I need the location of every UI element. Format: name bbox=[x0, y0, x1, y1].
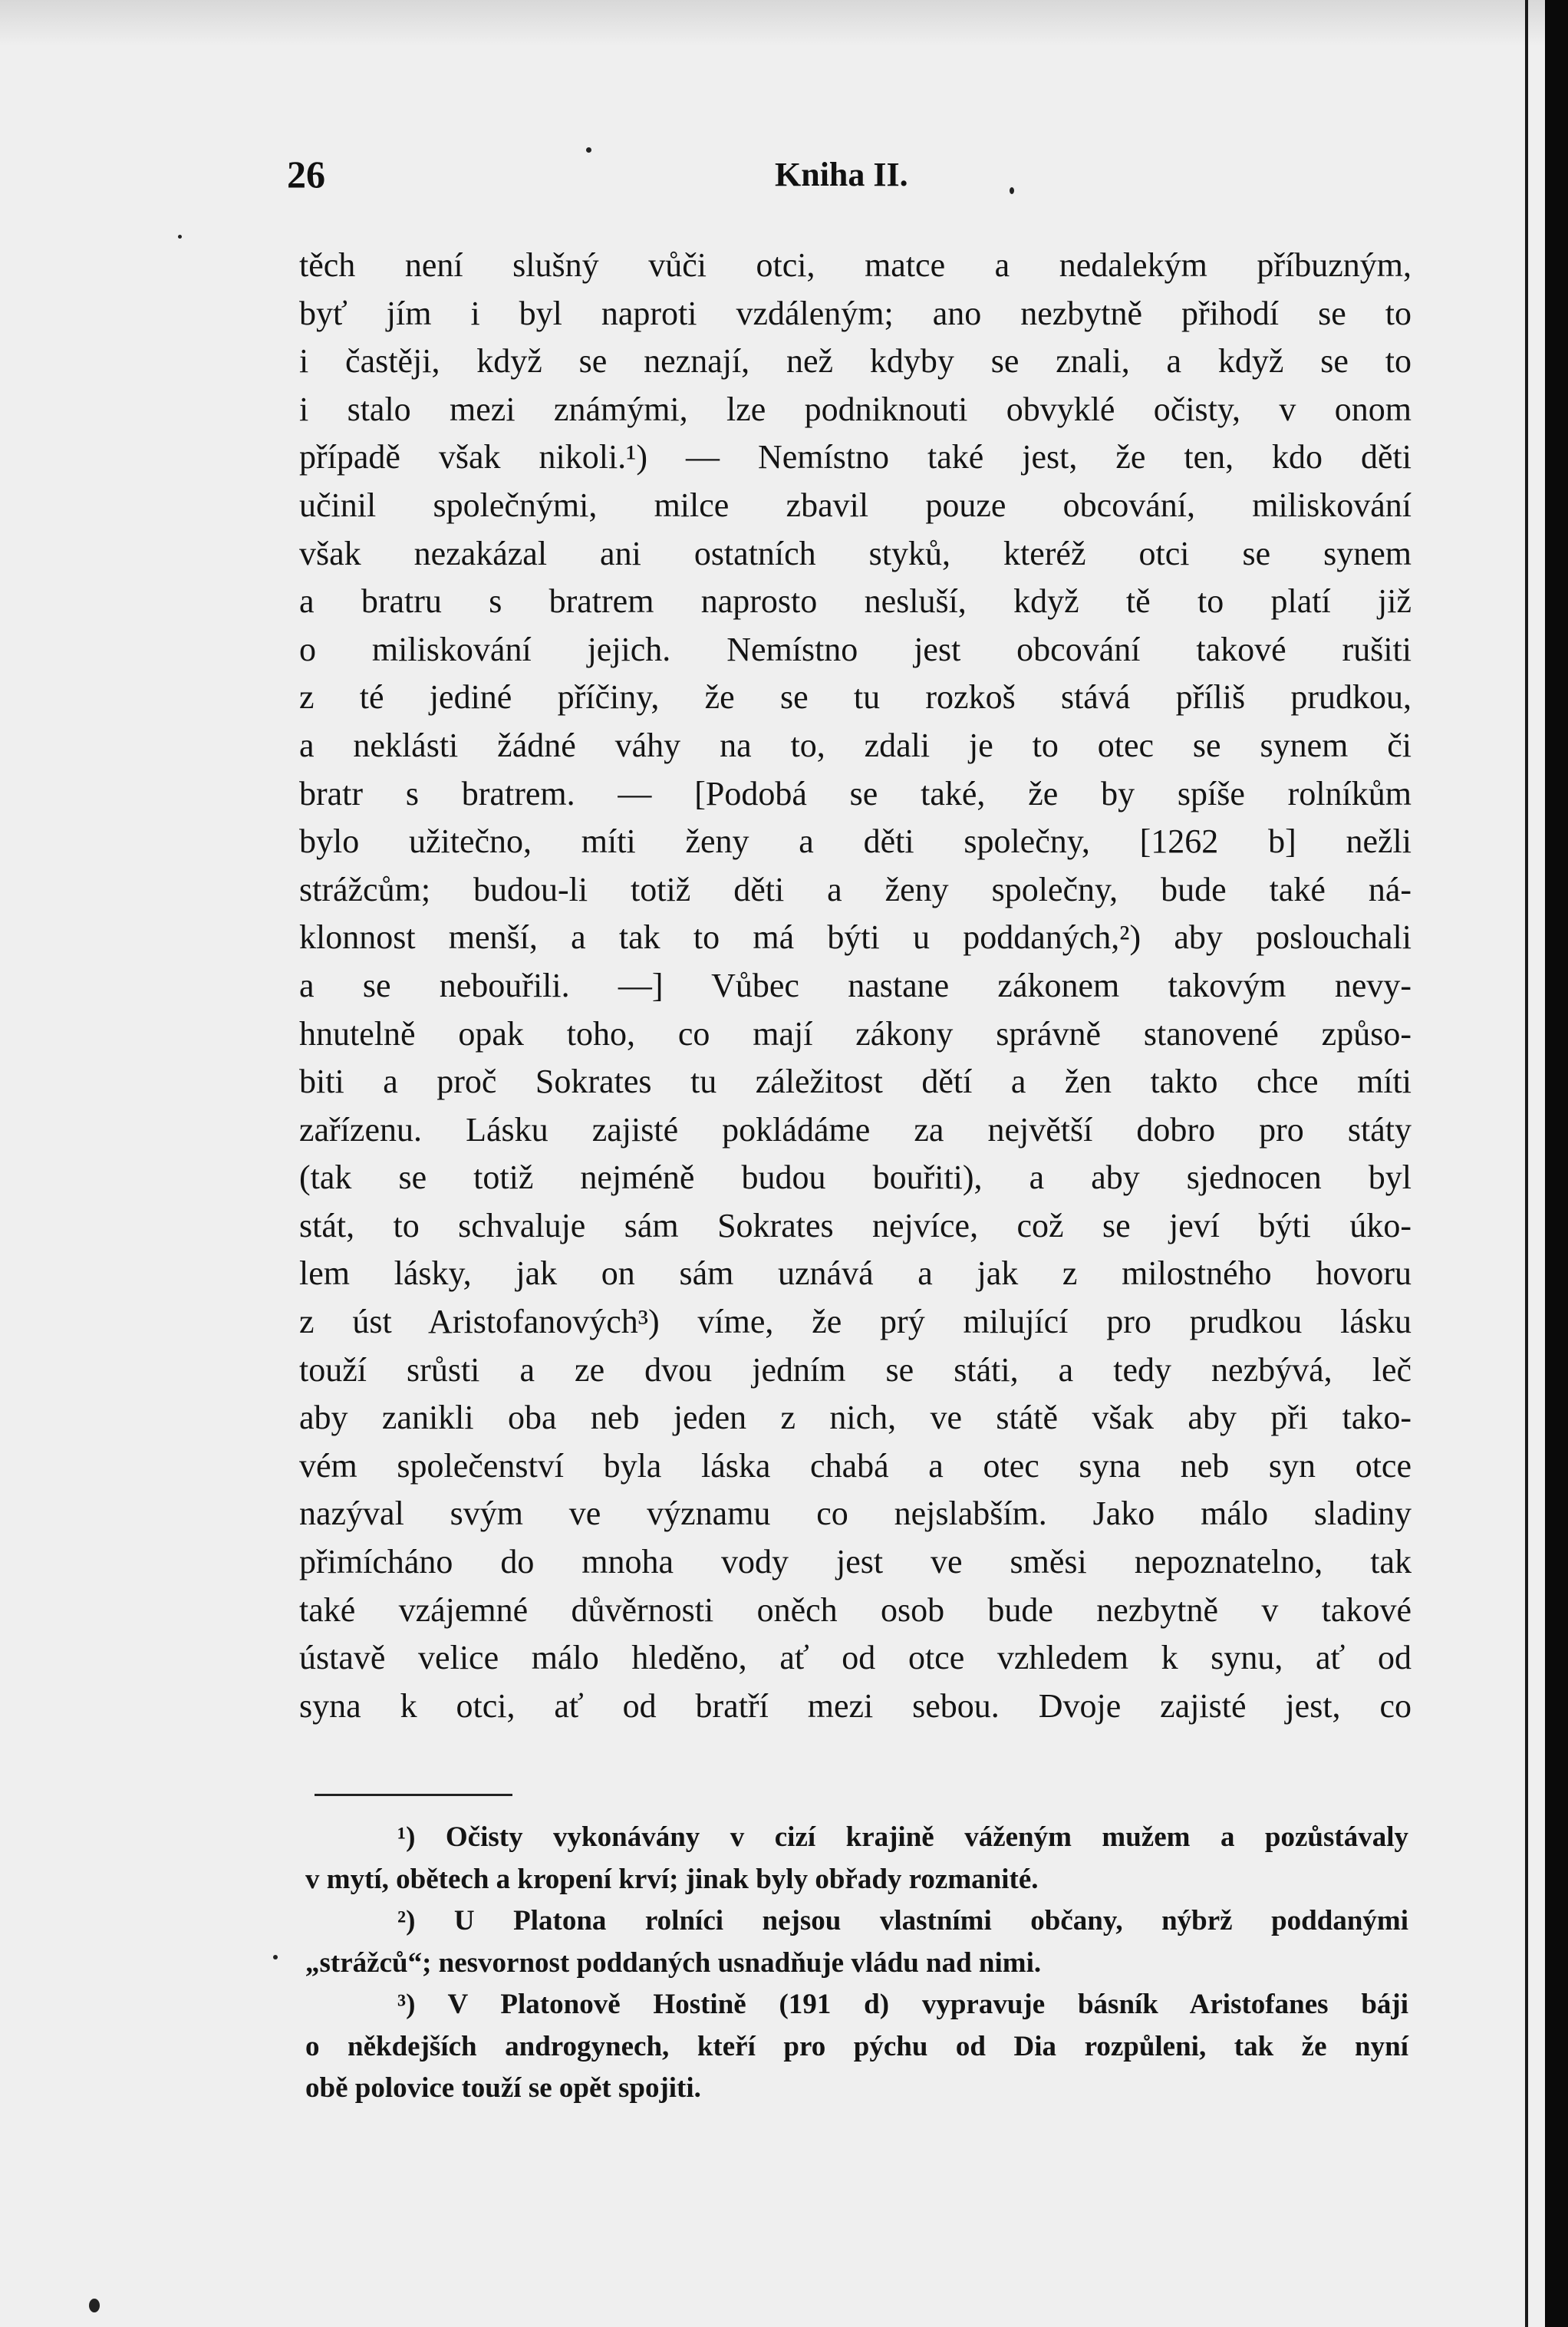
text-line: z té jediné příčiny, že se tu rozkoš stává příliš prudkou, bbox=[299, 678, 1412, 717]
text-line: učinil společnými, milce zbavil pouze obcování, miliskování bbox=[299, 486, 1412, 524]
text-line: lem lásky, jak on sám uznává a jak z milostného hovoru bbox=[299, 1254, 1412, 1293]
text-line: a neklásti žádné váhy na to, zdali je to otec se synem či bbox=[299, 726, 1412, 764]
footnote-line: ²) U Platona rolníci nejsou vlastními občany, nýbrž poddanými bbox=[397, 1905, 1408, 1936]
text-line: z úst Aristofanových³) víme, že prý milující pro prudkou lásku bbox=[299, 1303, 1412, 1341]
text-line: i častěji, když se neznají, než kdyby se znali, a když se to bbox=[299, 342, 1412, 381]
dust-speck bbox=[178, 235, 182, 239]
text-line: však nezakázal ani ostatních styků, kteréž otci se synem bbox=[299, 534, 1412, 572]
dust-speck bbox=[89, 2299, 100, 2312]
scan-shadow bbox=[0, 0, 1568, 46]
page-number: 26 bbox=[287, 153, 325, 196]
text-line: přimícháno do mnoha vody jest ve směsi nepoznatelno, tak bbox=[299, 1543, 1412, 1581]
footnote-line: obě polovice touží se opět spojiti. bbox=[305, 2072, 701, 2104]
running-head: Kniha II. bbox=[775, 156, 908, 193]
text-line: zařízenu. Lásku zajisté pokládáme za největší dobro pro státy bbox=[299, 1110, 1412, 1149]
text-line: biti a proč Sokrates tu záležitost dětí a žen takto chce míti bbox=[299, 1063, 1412, 1101]
text-line: klonnost menší, a tak to má býti u poddaných,²) aby poslouchali bbox=[299, 918, 1412, 957]
text-line: (tak se totiž nejméně budou bouřiti), a aby sjednocen byl bbox=[299, 1159, 1412, 1197]
dust-speck bbox=[273, 1955, 278, 1959]
text-line: bratr s bratrem. — [Podobá se také, že by spíše rolníkům bbox=[299, 774, 1412, 812]
text-line: touží srůsti a ze dvou jedním se státi, a tedy nezbývá, leč bbox=[299, 1350, 1412, 1389]
text-line: nazýval svým ve významu co nejslabším. Jako málo sladiny bbox=[299, 1495, 1412, 1533]
text-line: také vzájemné důvěrnosti oněch osob bude nezbytně v takové bbox=[299, 1590, 1412, 1629]
text-line: o miliskování jejich. Nemístno jest obcování takové rušiti bbox=[299, 630, 1412, 668]
text-line: těch není slušný vůči otci, matce a nedalekým příbuzným, bbox=[299, 246, 1412, 284]
page-header bbox=[287, 152, 1407, 206]
text-line: a se nebouřili. —] Vůbec nastane zákonem takovým nevy- bbox=[299, 966, 1412, 1004]
text-line: aby zanikli oba neb jeden z nich, ve státě však aby při tako- bbox=[299, 1399, 1412, 1437]
footnote-line: o někdejších androgynech, kteří pro pýchu od Dia rozpůleni, tak že nyní bbox=[305, 2030, 1408, 2062]
footnote-line: „strážců“; nesvornost poddaných usnadňuje vládu nad nimi. bbox=[305, 1946, 1042, 1979]
text-line: ústavě velice málo hleděno, ať od otce vzhledem k synu, ať od bbox=[299, 1639, 1412, 1677]
text-line: byť jím i byl naproti vzdáleným; ano nezbytně přihodí se to bbox=[299, 294, 1412, 332]
scan-edge-line bbox=[1525, 0, 1528, 2327]
text-line: bylo užitečno, míti ženy a děti společny, [1262 b] nežli bbox=[299, 822, 1412, 861]
text-line: a bratru s bratrem naprosto nesluší, když tě to platí již bbox=[299, 582, 1412, 621]
body-text bbox=[299, 242, 1412, 1730]
footnote-line: ³) V Platonově Hostině (191 d) vypravuje básník Aristofanes báji bbox=[397, 1989, 1408, 2020]
text-line: syna k otci, ať od bratří mezi sebou. Dvoje zajisté jest, co bbox=[299, 1686, 1412, 1725]
text-line: hnutelně opak toho, co mají zákony správně stanovené způso- bbox=[299, 1014, 1412, 1053]
text-line: případě však nikoli.¹) — Nemístno také jest, že ten, kdo děti bbox=[299, 438, 1412, 476]
footnote-line: v mytí, obětech a kropení krví; jinak byly obřady rozmanité. bbox=[305, 1863, 1039, 1895]
footnotes bbox=[305, 1817, 1408, 2110]
text-line: stát, to schvaluje sám Sokrates nejvíce, což se jeví býti úko- bbox=[299, 1206, 1412, 1244]
footnote-divider bbox=[315, 1794, 512, 1796]
text-line: vém společenství byla láska chabá a otec syna neb syn otce bbox=[299, 1446, 1412, 1485]
scan-edge bbox=[1545, 0, 1568, 2327]
text-line: strážcům; budou-li totiž děti a ženy společny, bude také ná- bbox=[299, 870, 1412, 908]
text-line: i stalo mezi známými, lze podniknouti obvyklé očisty, v onom bbox=[299, 390, 1412, 428]
footnote-line: ¹) Očisty vykonávány v cizí krajině váženým mužem a pozůstávaly bbox=[397, 1821, 1408, 1853]
